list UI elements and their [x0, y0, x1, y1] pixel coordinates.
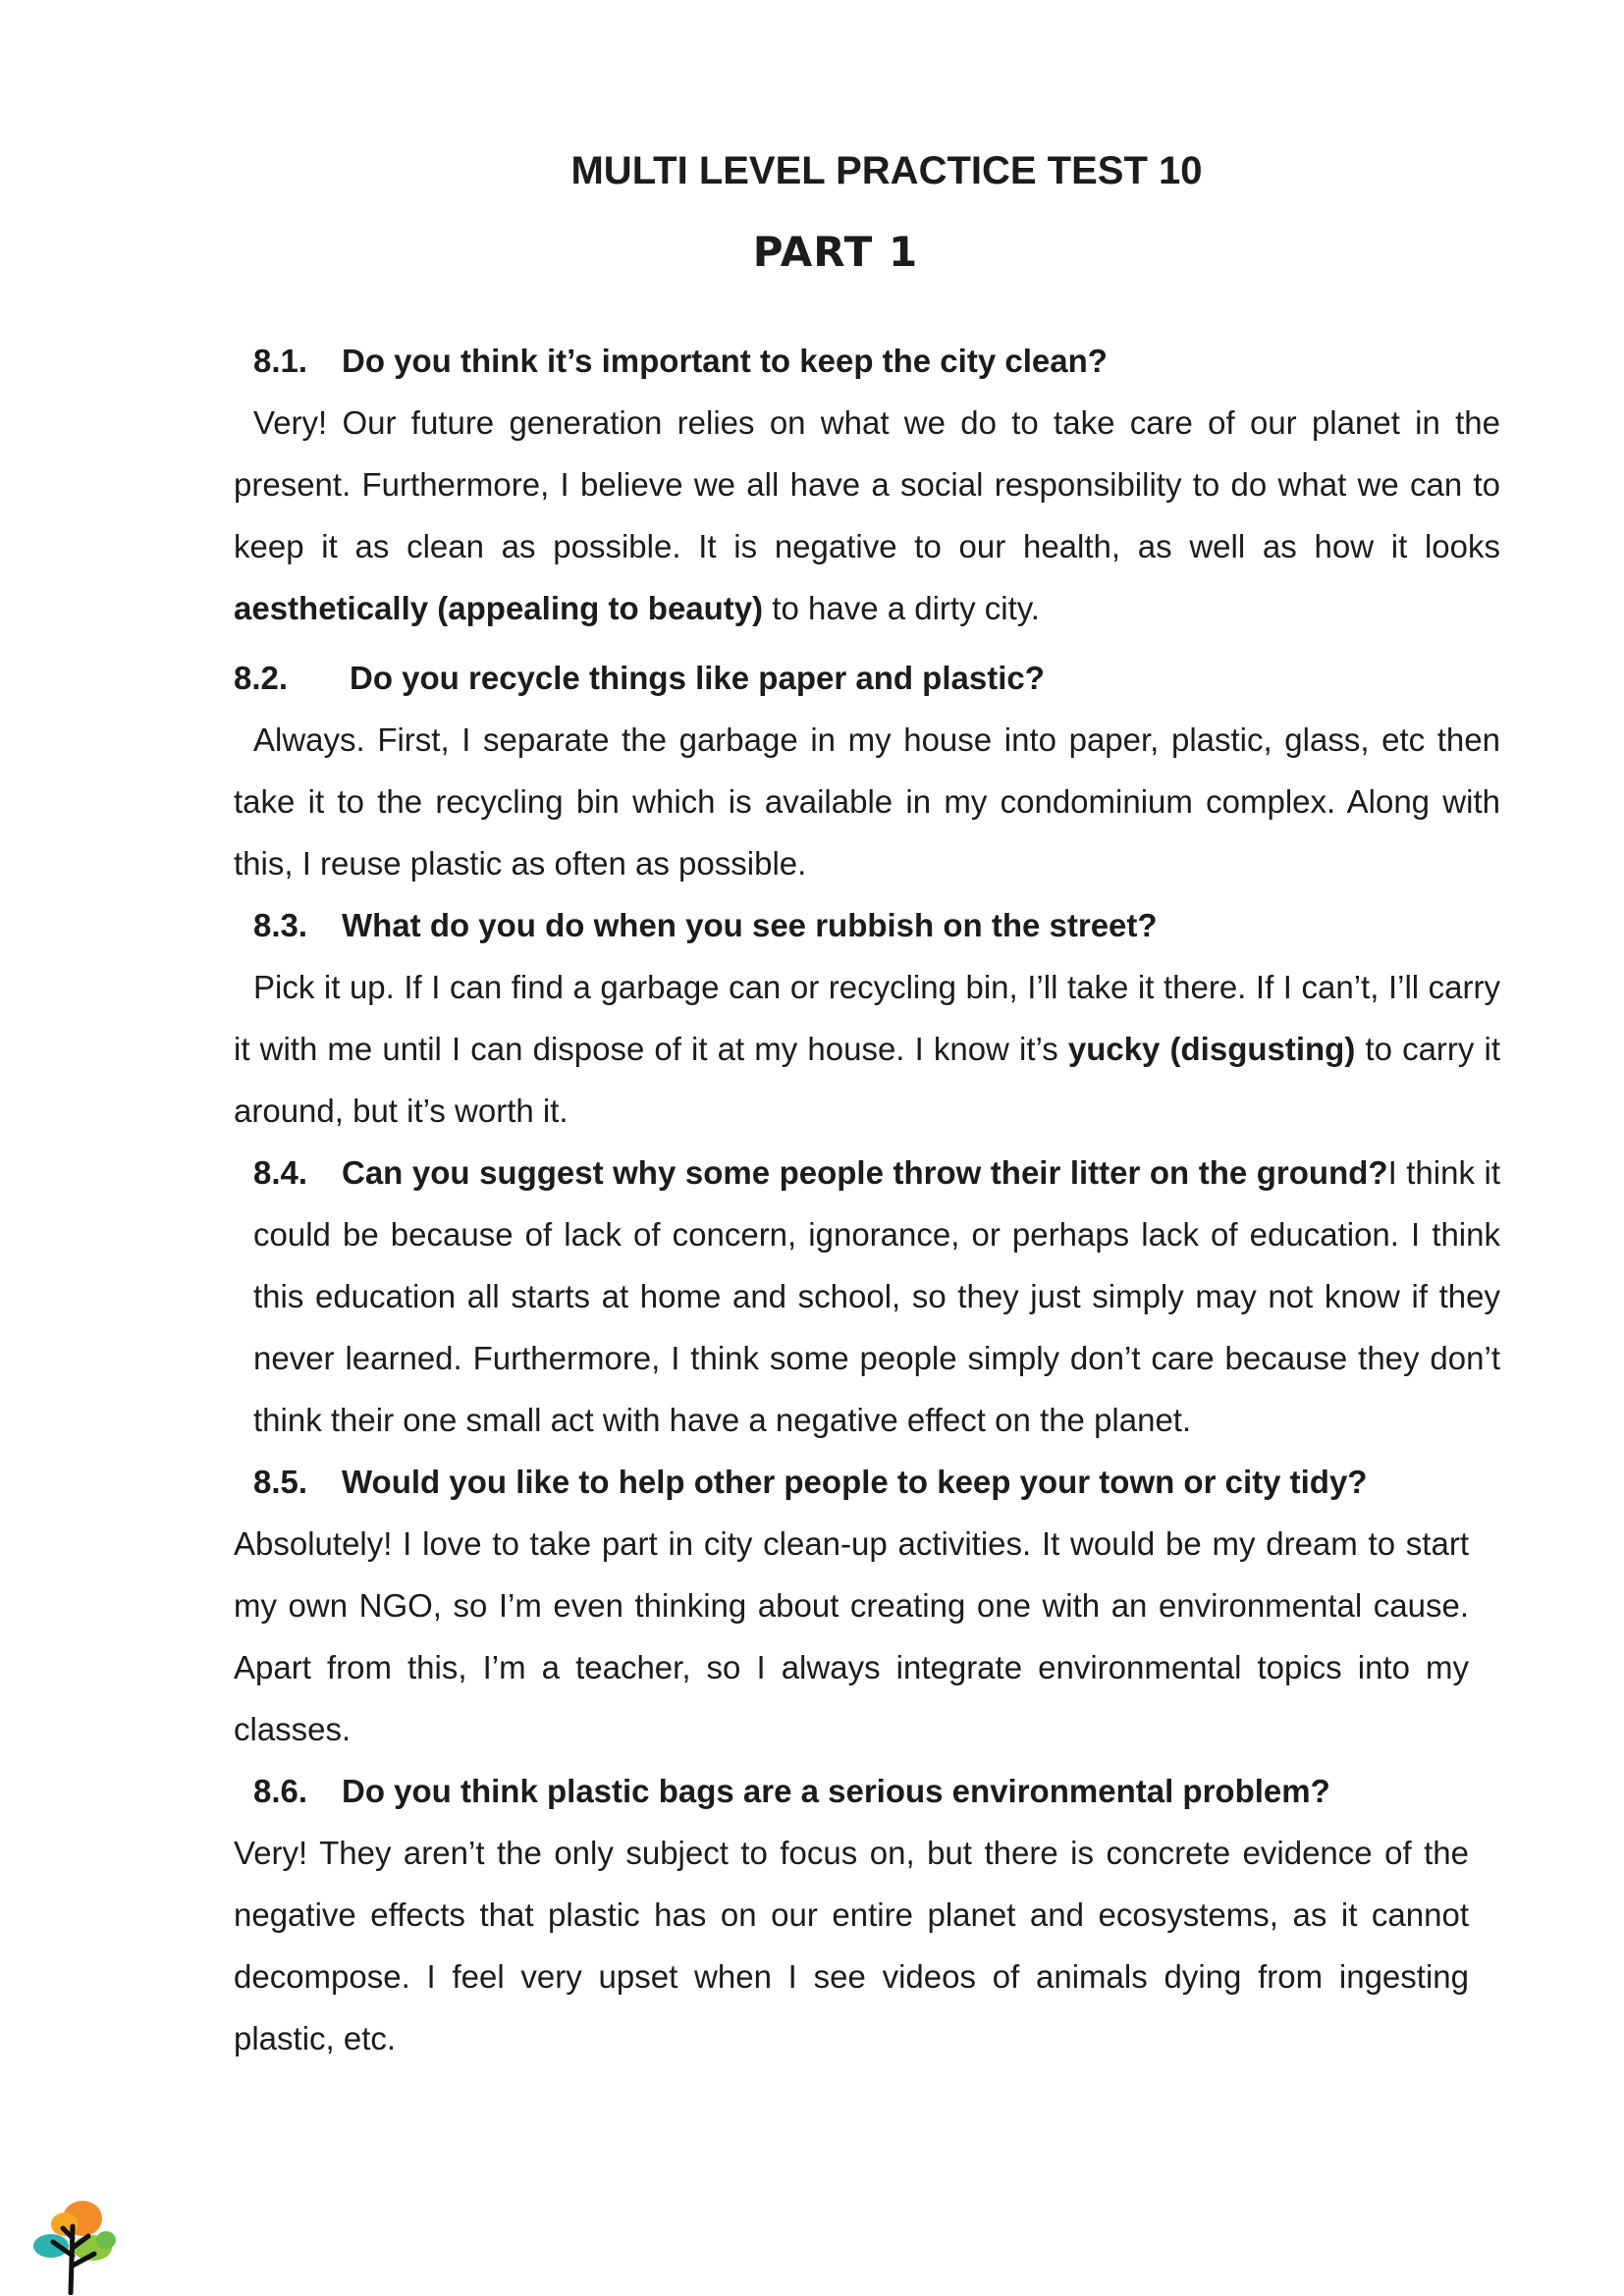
answer-8-6 [234, 1822, 1469, 2069]
question-number: 8.3. [253, 907, 308, 943]
answer-text: Pick it up. If I can find a garbage can or recycling bin, I’ll take it there. If I can’t, I’ll carry it with me until I can dispose of it at my house. I know it’s [234, 969, 1500, 1067]
question-number: 8.6. [253, 1773, 308, 1809]
answer-text: Very! They aren’t the only subject to focus on, but there is concrete evidence of the negative effects that plastic has on our entire planet and ecosystems, as it cannot decompose. I feel very upset when I see videos of animals dying from ingesting plastic, etc. [234, 1835, 1469, 2056]
answer-vocab-bold: aesthetically (appealing to beauty) [234, 590, 764, 626]
question-8-6 [234, 1760, 1500, 1822]
question-8-1 [234, 330, 1500, 392]
answer-8-2 [234, 709, 1500, 894]
question-8-2 [234, 647, 1500, 709]
answer-8-1 [234, 392, 1500, 639]
tree-logo-icon [24, 2197, 122, 2295]
question-text: Can you suggest why some people throw their litter on the ground? [342, 1154, 1388, 1191]
answer-text: Always. First, I separate the garbage in my house into paper, plastic, glass, etc then take it to the recycling bin which is available in my condominium complex. Along with this, I reuse plastic as often as possible. [234, 721, 1500, 881]
answer-text: to have a dirty city. [763, 590, 1040, 626]
question-number: 8.4. [253, 1154, 308, 1191]
question-text: Do you think it’s important to keep the city clean? [342, 343, 1108, 379]
answer-vocab-bold: yucky (disgusting) [1067, 1031, 1356, 1067]
page-title: MULTI LEVEL PRACTICE TEST 10 [570, 149, 1203, 192]
answer-text: to carry it around, but it’s worth it. [234, 1031, 1501, 1129]
answer-8-5 [234, 1513, 1469, 1760]
question-text: Would you like to help other people to keep your town or city tidy? [342, 1464, 1368, 1500]
question-number: 8.2. [234, 660, 289, 696]
answer-8-3 [234, 956, 1500, 1142]
answer-text: Absolutely! I love to take part in city clean-up activities. It would be my dream to start my own NGO, so I’m even thinking about creating one with an environmental cause. Apart from this, I’m a teacher, so I always integrate environmental topics into my classes. [234, 1525, 1469, 1747]
question-text: Do you think plastic bags are a serious environmental problem? [342, 1773, 1330, 1809]
question-8-5 [234, 1451, 1500, 1513]
question-text: What do you do when you see rubbish on the street? [342, 907, 1158, 943]
answer-text: I think it could be because of lack of concern, ignorance, or perhaps lack of education. I think this education all starts at home and school, so they just simply may not know if they never learned. Furthermore, I think some people simply don’t care because they don’t think their one small act with have a negative effect on the planet. [253, 1154, 1500, 1438]
question-answer-8-4 [234, 1142, 1500, 1451]
question-number: 8.1. [253, 343, 308, 379]
part-heading: PART 1 [752, 228, 919, 276]
question-number: 8.5. [253, 1464, 308, 1500]
question-text: Do you recycle things like paper and plastic? [350, 660, 1045, 696]
document-body [234, 330, 1500, 2069]
answer-text: Very! Our future generation relies on what we do to take care of our planet in the present. Furthermore, I believe we all have a social responsibility to do what we can to keep it as clean as possible. It is negative to our health, as well as how it looks [234, 404, 1500, 564]
question-8-3 [234, 894, 1500, 956]
